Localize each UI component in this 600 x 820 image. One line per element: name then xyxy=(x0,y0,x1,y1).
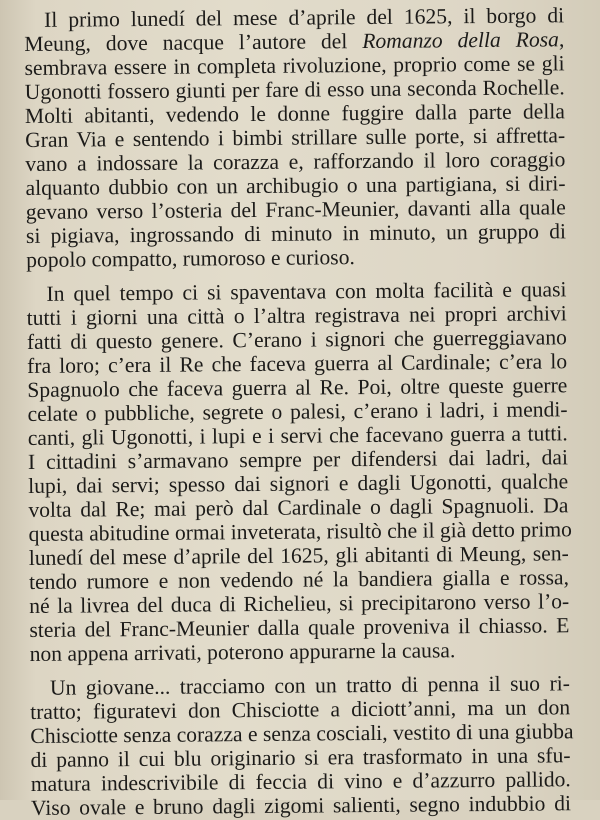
text-line: Gran Via e sentendo i bimbi strillare sulle porte, si affretta- xyxy=(25,123,566,152)
text-line: popolo compatto, rumoroso e curioso. xyxy=(26,245,355,272)
text-line: si pigiava, ingrossando di minuto in minuto, un gruppo di xyxy=(25,219,567,248)
page-text xyxy=(24,3,574,820)
text-line: canti, gli Ugonotti, i lupi e i servi che facevano guerra a tutti. xyxy=(27,421,568,450)
text-line: Chisciotte senza corazza e senza cosciali, vestito di una giubba xyxy=(30,719,574,748)
text-line: celate o pubbliche, segrete o palesi, c’erano i ladri, i mendi- xyxy=(27,397,568,426)
book-title: Romanzo della Rosa xyxy=(362,27,559,54)
text-line: Un giovane... tracciamo con un tratto di penna il suo ri- xyxy=(49,671,571,700)
text-line: non appena arrivati, poterono appurarne la causa. xyxy=(29,638,456,666)
text-line: Il primo lunedí del mese d’aprile del 1625, il borgo di xyxy=(43,3,565,32)
text-line: steria del Franc-Meunier dalla quale proveniva il chiasso. E xyxy=(29,613,570,642)
text-line: né la livrea del duca di Richelieu, si precipitarono verso l’o- xyxy=(29,589,570,618)
text-line: fatti di questo genere. C’erano i signori che guerreggiavano xyxy=(26,325,567,354)
text-line: tratto; figuratevi don Chisciotte a diciott’anni, ma un don xyxy=(30,695,571,724)
paragraph-3 xyxy=(30,671,574,820)
text-line: gevano verso l’osteria del Franc-Meunier, davanti alla quale xyxy=(25,195,566,224)
paragraph-2 xyxy=(26,277,572,666)
text-line: Molti abitanti, vedendo le donne fuggire dalla parte della xyxy=(24,99,566,128)
text-line: Viso ovale e bruno dagli zigomi salienti, segno indubbio di xyxy=(30,791,572,820)
text-line: questa abitudine ormai inveterata, risultò che il già detto primo xyxy=(28,517,572,546)
text-line: matura indescrivibile di feccia di vino e d’azzurro pallido. xyxy=(30,767,571,796)
text-line: tutti i giorni una città o l’altra registrava nei propri archivi xyxy=(26,301,567,330)
text-line: di panno il cui blu originario si era trasformato in una sfu- xyxy=(30,743,571,772)
text-line: alquanto dubbio con un archibugio o una partigiana, si diri- xyxy=(25,171,566,200)
text-line: volta dal Re; mai però dal Cardinale o dagli Spagnuoli. Da xyxy=(28,493,569,522)
text-line: In quel tempo ci si spaventava con molta facilità e quasi xyxy=(46,277,567,306)
text-line: lupi, dai servi; spesso dai signori e dagli Ugonotti, qualche xyxy=(28,469,569,498)
text-line: fra loro; c’era il Re che faceva guerra al Cardinale; c’era lo xyxy=(27,349,568,378)
text-line: I cittadini s’armavano sempre per difendersi dai ladri, dai xyxy=(27,445,569,474)
paragraph-1 xyxy=(24,3,566,272)
text-line: lunedí del mese d’aprile del 1625, gli abitanti di Meung, sen- xyxy=(28,541,569,570)
text-line: Meung, dove nacque l’autore del Romanzo della Rosa, xyxy=(24,27,565,56)
text-line: vano a indossare la corazza e, rafforzando il loro coraggio xyxy=(25,147,566,176)
text-line: Spagnuolo che faceva guerra al Re. Poi, oltre queste guerre xyxy=(27,373,568,402)
text-line: Ugonotti fossero giunti per fare di esso una seconda Rochelle. xyxy=(24,75,565,104)
text-line: sembrava essere in completa rivoluzione, proprio come se gli xyxy=(24,51,565,80)
text-line: tendo rumore e non vedendo né la bandiera gialla e rossa, xyxy=(28,565,570,594)
